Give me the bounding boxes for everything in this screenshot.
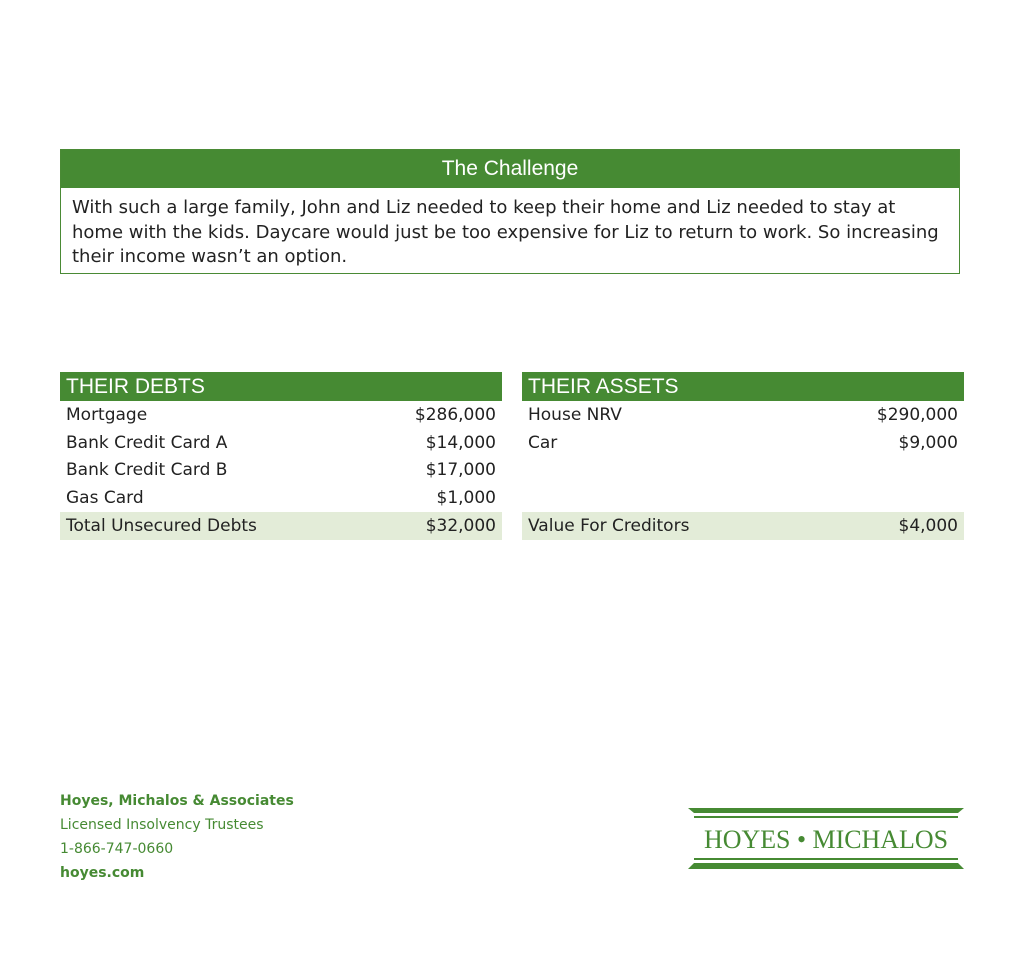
- row-label: Bank Credit Card B: [66, 460, 228, 481]
- row-amount: $14,000: [425, 432, 496, 453]
- debts-table: [60, 372, 502, 540]
- phone-number: 1-866-747-0660: [60, 841, 174, 857]
- row-label: Car: [528, 432, 558, 453]
- table-row: [60, 484, 502, 512]
- company-logo: [688, 808, 964, 870]
- total-label: Total Unsecured Debts: [66, 515, 257, 536]
- row-label: Gas Card: [66, 488, 144, 509]
- table-row: [522, 429, 964, 457]
- row-label: House NRV: [528, 404, 622, 425]
- challenge-box: [60, 149, 960, 274]
- total-label: Value For Creditors: [528, 515, 690, 536]
- challenge-title: The Challenge: [61, 150, 959, 188]
- row-amount: $9,000: [898, 432, 958, 453]
- debts-title: THEIR DEBTS: [60, 372, 502, 401]
- challenge-body: With such a large family, John and Liz needed to keep their home and Liz needed to stay at home with the kids. Daycare would just be too expensive for Liz to return to work. So increasing their income wasn’t an option.: [72, 197, 939, 267]
- row-amount: $286,000: [414, 404, 496, 425]
- total-row: [60, 512, 502, 540]
- contact-footer: [60, 789, 294, 885]
- row-label: Mortgage: [66, 404, 148, 425]
- company-name: Hoyes, Michalos & Associates: [60, 793, 294, 809]
- row-amount: $290,000: [876, 404, 958, 425]
- assets-table: [522, 372, 964, 540]
- website-link[interactable]: hoyes.com: [60, 865, 145, 881]
- assets-title: THEIR ASSETS: [522, 372, 964, 401]
- table-row: [60, 401, 502, 429]
- logo-wordmark: HOYES • MICHALOS: [704, 825, 948, 854]
- table-row: [60, 429, 502, 457]
- company-tagline: Licensed Insolvency Trustees: [60, 817, 264, 833]
- row-amount: $17,000: [425, 460, 496, 481]
- row-label: Bank Credit Card A: [66, 432, 228, 453]
- table-row: [522, 401, 964, 429]
- row-amount: $1,000: [436, 488, 496, 509]
- total-amount: $32,000: [425, 515, 496, 536]
- table-row: [60, 457, 502, 485]
- total-amount: $4,000: [898, 515, 958, 536]
- total-row: [522, 512, 964, 540]
